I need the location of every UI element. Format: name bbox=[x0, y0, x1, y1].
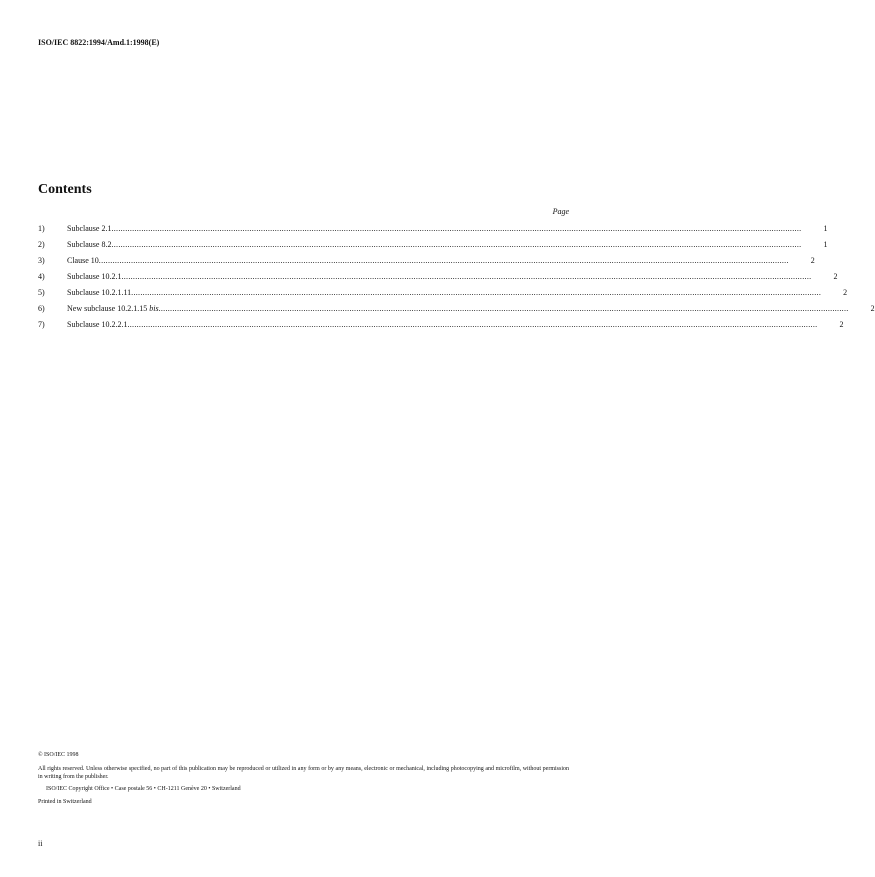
entry-number: 5) bbox=[38, 288, 45, 297]
leader-dots: ............................................................................................................................................................................................................................................................................................................ bbox=[121, 272, 812, 281]
entry-title: Subclause 10.2.1 bbox=[67, 272, 122, 281]
entry-page: 2 bbox=[839, 320, 844, 329]
leader-dots: ............................................................................................................................................................................................................................................................................................................ bbox=[111, 224, 802, 233]
entry-page: 1 bbox=[823, 224, 828, 233]
page-number: ii bbox=[38, 839, 43, 848]
copyright-office: ISO/IEC Copyright Office • Case postale 56 • CH-1211 Genève 20 • Switzerland bbox=[46, 786, 241, 792]
entry-title: Subclause 8.2 bbox=[67, 240, 112, 249]
toc-entry[interactable] bbox=[38, 271, 838, 283]
leader-dots: ............................................................................................................................................................................................................................................................................................................ bbox=[158, 304, 849, 313]
leader-dots: ............................................................................................................................................................................................................................................................................................................ bbox=[131, 288, 822, 297]
copyright-line: © ISO/IEC 1998 bbox=[38, 752, 79, 758]
entry-number: 6) bbox=[38, 304, 45, 313]
entry-page: 2 bbox=[833, 272, 838, 281]
leader-dots: ............................................................................................................................................................................................................................................................................................................ bbox=[111, 240, 802, 249]
entry-page: 2 bbox=[810, 256, 815, 265]
document-header: ISO/IEC 8822:1994/Amd.1:1998(E) bbox=[38, 38, 160, 47]
entry-title: Subclause 2.1 bbox=[67, 224, 112, 233]
entry-title: Subclause 10.2.1.11 bbox=[67, 288, 132, 297]
entry-page: 2 bbox=[843, 288, 848, 297]
toc-entry[interactable] bbox=[38, 239, 828, 251]
toc-entry[interactable] bbox=[38, 287, 848, 299]
leader-dots: ............................................................................................................................................................................................................................................................................................................ bbox=[98, 256, 789, 265]
printed-in: Printed in Switzerland bbox=[38, 799, 92, 805]
entry-number: 7) bbox=[38, 320, 45, 329]
entry-number: 2) bbox=[38, 240, 45, 249]
toc-entry[interactable] bbox=[38, 303, 875, 315]
leader-dots: ............................................................................................................................................................................................................................................................................................................ bbox=[127, 320, 818, 329]
page-column-label: Page bbox=[552, 207, 569, 216]
toc-entry[interactable] bbox=[38, 223, 828, 235]
entry-title: Clause 10 bbox=[67, 256, 99, 265]
toc-entry[interactable] bbox=[38, 255, 815, 267]
entry-page: 1 bbox=[823, 240, 828, 249]
toc-entry[interactable] bbox=[38, 319, 844, 331]
rights-statement: All rights reserved. Unless otherwise specified, no part of this publication may be reproduced or utilized in any form or by any means, electronic or mechanical, including photocopying and microfilm, without permission in writing from the publisher. bbox=[38, 766, 569, 780]
entry-page: 2 bbox=[870, 304, 875, 313]
entry-title: New subclause 10.2.1.15 bis bbox=[67, 304, 159, 313]
entry-number: 1) bbox=[38, 224, 45, 233]
entry-number: 4) bbox=[38, 272, 45, 281]
entry-number: 3) bbox=[38, 256, 45, 265]
entry-title: Subclause 10.2.2.1 bbox=[67, 320, 128, 329]
contents-title: Contents bbox=[38, 182, 92, 197]
